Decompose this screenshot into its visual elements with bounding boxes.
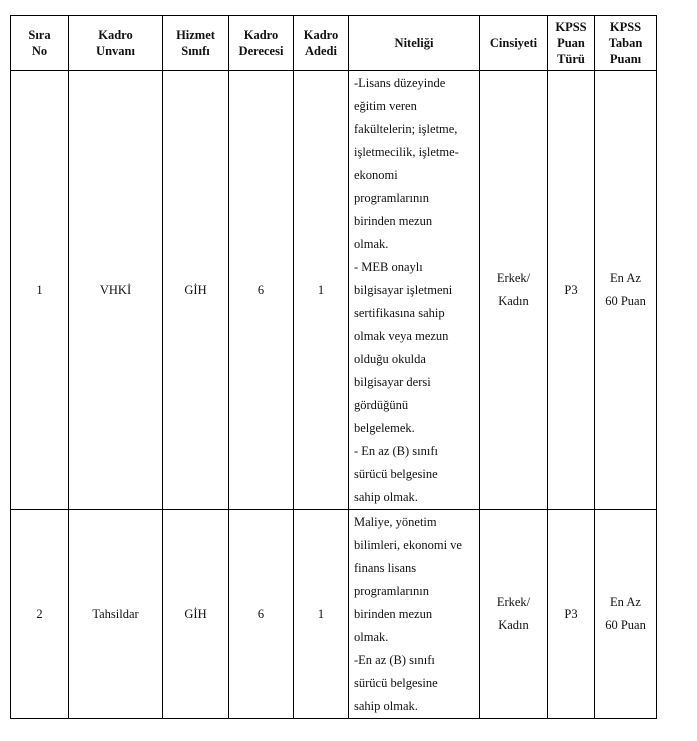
header-cinsiyeti: Cinsiyeti <box>480 16 548 71</box>
niteligi-line: programlarının <box>354 191 429 205</box>
header-kpss-taban-puani: KPSS Taban Puanı <box>595 16 657 71</box>
niteligi-line: olmak. <box>354 630 389 644</box>
cell-kadro-unvani: Tahsildar <box>69 510 163 719</box>
cell-kadro-derecesi: 6 <box>229 71 294 510</box>
header-niteligi: Niteliği <box>349 16 480 71</box>
niteligi-line: olmak veya mezun <box>354 329 449 343</box>
niteligi-line: belgelemek. <box>354 421 415 435</box>
niteligi-line: finans lisans <box>354 561 417 575</box>
cell-kpss-taban-puani: En Az 60 Puan <box>595 71 657 510</box>
niteligi-line: birinden mezun <box>354 607 433 621</box>
niteligi-line: sahip olmak. <box>354 699 418 713</box>
table-row <box>11 71 657 510</box>
niteligi-line: - En az (B) sınıfı <box>354 444 439 458</box>
cell-niteligi <box>349 510 480 719</box>
cell-kadro-derecesi: 6 <box>229 510 294 719</box>
niteligi-line: sürücü belgesine <box>354 467 438 481</box>
header-row <box>11 16 657 71</box>
cell-kpss-puan-turu: P3 <box>548 71 595 510</box>
niteligi-line: -Lisans düzeyinde <box>354 76 446 90</box>
niteligi-line: işletmecilik, işletme- <box>354 145 459 159</box>
niteligi-line: sürücü belgesine <box>354 676 438 690</box>
cell-cinsiyeti: Erkek/ Kadın <box>480 510 548 719</box>
niteligi-line: olmak. <box>354 237 389 251</box>
header-kadro-adedi: Kadro Adedi <box>294 16 349 71</box>
header-hizmet-sinifi: Hizmet Sınıfı <box>163 16 229 71</box>
niteligi-line: bilgisayar dersi <box>354 375 431 389</box>
niteligi-line: programlarının <box>354 584 429 598</box>
niteligi-line: sahip olmak. <box>354 490 418 504</box>
niteligi-line: bilimleri, ekonomi ve <box>354 538 462 552</box>
cell-kadro-adedi: 1 <box>294 71 349 510</box>
header-kpss-puan-turu: KPSS Puan Türü <box>548 16 595 71</box>
niteligi-line: bilgisayar işletmeni <box>354 283 453 297</box>
cell-kpss-taban-puani: En Az 60 Puan <box>595 510 657 719</box>
niteligi-line: eğitim veren <box>354 99 417 113</box>
cell-hizmet-sinifi: GİH <box>163 71 229 510</box>
cell-kadro-adedi: 1 <box>294 510 349 719</box>
niteligi-line: fakültelerin; işletme, <box>354 122 458 136</box>
cell-kpss-puan-turu: P3 <box>548 510 595 719</box>
niteligi-line: birinden mezun <box>354 214 433 228</box>
cell-cinsiyeti: Erkek/ Kadın <box>480 71 548 510</box>
cell-hizmet-sinifi: GİH <box>163 510 229 719</box>
niteligi-line: Maliye, yönetim <box>354 515 437 529</box>
header-kadro-derecesi: Kadro Derecesi <box>229 16 294 71</box>
cell-kadro-unvani: VHKİ <box>69 71 163 510</box>
header-kadro-unvani: Kadro Unvanı <box>69 16 163 71</box>
cell-niteligi <box>349 71 480 510</box>
cell-sira-no: 1 <box>11 71 69 510</box>
niteligi-line: olduğu okulda <box>354 352 426 366</box>
niteligi-line: - MEB onaylı <box>354 260 423 274</box>
niteligi-line: -En az (B) sınıfı <box>354 653 435 667</box>
kadro-table <box>10 15 657 719</box>
niteligi-line: sertifikasına sahip <box>354 306 445 320</box>
niteligi-line: ekonomi <box>354 168 398 182</box>
header-sira-no: Sıra No <box>11 16 69 71</box>
niteligi-line: gördüğünü <box>354 398 409 412</box>
cell-sira-no: 2 <box>11 510 69 719</box>
table-row <box>11 510 657 719</box>
